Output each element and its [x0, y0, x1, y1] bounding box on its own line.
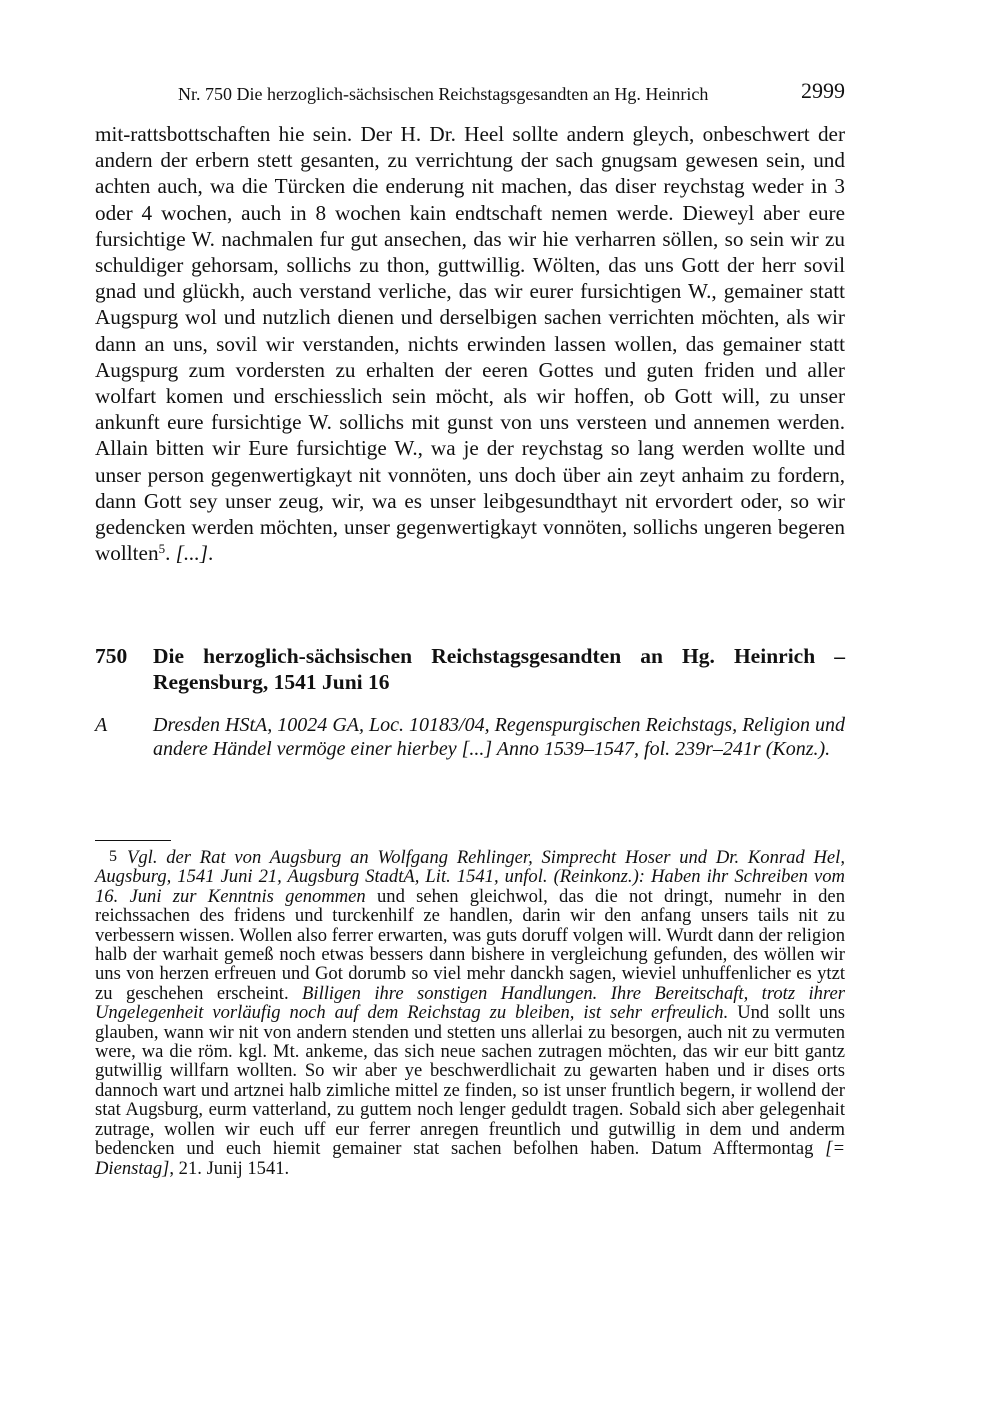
- footnote-summary-2: Billigen ihre sonstigen Handlungen. Ihre Bereitschaft, trotz ihrer Ungelegenheit vorläufig noch auf dem Reichstag zu bleiben, ist sehr erfreulich.: [95, 982, 845, 1024]
- source-description: Dresden HStA, 10024 GA, Loc. 10183/04, Regenspurgischen Reichstags, Religion und andere Händel vermöge einer hierbey [...] Anno 1539–1547, fol. 239r–241r (Konz.).: [153, 714, 845, 760]
- source-entry: [95, 713, 845, 761]
- footnote-reference[interactable]: 5: [158, 541, 166, 557]
- document-title: Die herzoglich-sächsischen Reichstagsgesandten an Hg. Heinrich – Regensburg, 1541 Juni 16: [153, 644, 845, 694]
- footnote-quote: und sehen gleichwol, das die not dringt, numehr in den reichssachen des fridens und turckenhilf ze handlen, darin wir den anfang unsers tails nit zu verbessern wissen. Wollen also ferrer erwarten, was guts doruff volgen will. Wurdt dann der religion halb der warhait gemeß noch etwas bessers dann bishere in vergleichung gefunden, des wöllen wir uns von herzen erfreuen und Got dorumb so viel mehr danckh sagen, wieviel unhuffenlicher es ytzt zu geschehen erscheint.: [95, 885, 845, 1004]
- footnote-rule: [95, 840, 171, 841]
- body-paragraph: [95, 121, 845, 566]
- body-paragraph-text: mit-rattsbottschaften hie sein. Der H. Dr. Heel sollte andern gleych, onbeschwert der andern der erbern stett gesanten, zu verrichtung der sach gnugsam gewesen sein, und achten auch, wa die Türcken die enderung nit machen, das diser reychstag weder in 3 oder 4 wochen, auch in 8 wochen kain endtschaft nemen werde. Dieweyl aber eure fursichtige W. nachmalen fur gut ansechen, das wir hie verharren söllen, so sein wir zu schuldiger gehorsam, sollichs zu thon, guttwillig. Wölten, das uns Gott der herr sovil gnad und glückh, auch verstand verliche, das wir eurer fursichtigen W., gemainer statt Augspurg wol und nutzlich dienen und derselbigen sachen verrichten möchten, als wir dann an uns, sovil wir verstanden, nichts erwinden lassen wollen, das gemainer statt Augspurg zum vordersten zu erhalten der eeren Gottes und guten friden und aller wolfart komen und erschiesslich sein möcht, als wir hoffen, ob Gott will, zu unser ankunft eure fursichtige W. sollichs mit gunst von uns versteen und annemen werden. Allain bitten wir Eure fursichtige W., wa je der reychstag so lang werden wollte und unser person gegenwertigkayt nit vonnöten, uns doch über ain zeyt anhaim zu fordern, dann Gott sey unser zeug, wir, wa es unser leibgesundthayt nit ervordert oder, so wir gedencken werden möchten, unser gegenwertigkayt vonnöten, sollichs ungeren begeren wollten: [95, 122, 845, 566]
- footnote: [95, 847, 845, 1178]
- document-number: 750: [95, 644, 128, 668]
- body-paragraph-end: . [...].: [165, 541, 214, 566]
- page-number: 2999: [801, 78, 845, 103]
- footnote-editorial-note: [= Dienstag]: [95, 1138, 845, 1179]
- footnote-quote-2: Und sollt uns glauben, wann wir nit von andern stenden und stetten uns allerlai zu besorgen, auch nit zu vermuten were, wa die röm. kgl. Mt. ankeme, das sich neue sachen zutragen möchten, das wir eur bitt gantz gutwillig willfarn wollten. So wir aber ye beschwerdlichait zu gewarten haben und ir dises orts dannoch wart und artznei halb zimliche mittel ze finden, so ist unser fruntlich begern, ir wollend der stat Augsburg, eurm vatterland, zu guttem noch lenger geduldt tragen. Sobald sich aber gelegenhait zutrage, wollen wir euch uff eur ferrer anregen freuntlich und gutwillig in dem und anderm bedencken und euch hiemit gemainer stat sachen befolhen haben. Datum Afftermontag: [95, 1002, 846, 1160]
- omission-mark: [...]: [175, 541, 209, 566]
- footnote-number: 5: [109, 848, 117, 865]
- footnote-summary: Vgl. der Rat von Augsburg an Wolfgang Rehlinger, Simprecht Hoser und Dr. Konrad Hel, Augsburg, 1541 Juni 21, Augsburg StadtA, Lit. 1541, unfol. (Reinkonz.): Haben ihr Schreiben vom 16. Juni zur Kenntnis genommen: [95, 847, 845, 907]
- body-text: [95, 121, 845, 566]
- running-head: [95, 80, 845, 108]
- document-heading: [95, 643, 845, 695]
- source-sigle: A: [95, 714, 108, 736]
- running-title: Nr. 750 Die herzoglich-sächsischen Reichstagsgesandten an Hg. Heinrich: [178, 84, 709, 104]
- footnote-date: , 21. Junij 1541.: [169, 1157, 290, 1179]
